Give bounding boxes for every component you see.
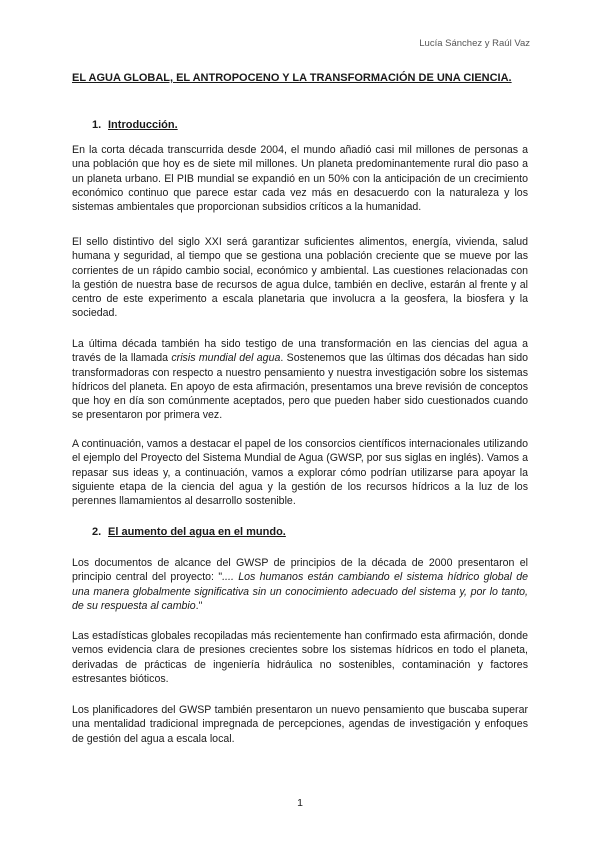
paragraph: En la corta década transcurrida desde 2004, el mundo añadió casi mil millones de personas a una población que hoy es de siete mil millones. Un planeta predominantemente rural dio paso a un planeta urbano. El PIB mundial se expandió en un 50% con la anticipación de un crecimiento económico continuo que parece estar cada vez más en desacuerdo con la naturaleza y los sistemas ambientales que proporcionan subsidios críticos a la humanidad.	[72, 144, 528, 214]
section-number: 1.	[92, 119, 102, 131]
paragraph: Los planificadores del GWSP también presentaron un nuevo pensamiento que buscaba superar una mentalidad tradicional impregnada de percepciones, agendas de investigación y enfoques de gestión del agua a escala local.	[72, 704, 528, 745]
page-number: 1	[297, 797, 303, 809]
paragraph-text: ."	[195, 599, 203, 612]
italic-term: crisis mundial del agua	[171, 352, 281, 365]
header-author: Lucía Sánchez y Raúl Vaz	[419, 38, 530, 49]
paragraph	[72, 337, 528, 423]
paragraph-text: . Sostenemos que las últimas dos décadas han sido transformadoras con respecto a nuestro pensamiento y nuestra investigación sobre los sistemas hídricos del planeta. En apoyo de esta afirmación, presentamos una breve revisión de conceptos que hoy en día son comúnmente aceptados, pero que pueden haber sido cuestionados cuando se presentaron por primera vez.	[72, 352, 528, 422]
paragraph	[72, 556, 528, 613]
document-title: EL AGUA GLOBAL, EL ANTROPOCENO Y LA TRANSFORMACIÓN DE UNA CIENCIA.	[72, 72, 512, 84]
paragraph-text: Los documentos de alcance del GWSP de principios de la década de 2000 presentaron el principio central del proyecto: "	[72, 557, 528, 584]
section-title: Introducción.	[108, 119, 178, 131]
section-number: 2.	[92, 526, 102, 538]
paragraph: A continuación, vamos a destacar el papel de los consorcios científicos internacionales utilizando el ejemplo del Proyecto del Sistema Mundial de Agua (GWSP, por sus siglas en inglés). Vamos a repasar sus ideas y, a continuación, vamos a explorar cómo podrían utilizarse para apoyar la siguiente etapa de la ciencia del agua y la gestión de los recursos hídricos a la luz de los perennes llamamientos al desarrollo sostenible.	[72, 438, 528, 508]
section-heading-aumento-agua	[92, 526, 286, 538]
section-title: El aumento del agua en el mundo.	[108, 526, 286, 538]
italic-quote: .... Los humanos están cambiando el sistema hídrico global de una manera globalmente significativa sin un conocimiento adecuado del sistema y, por lo tanto, de su respuesta al cambio	[72, 571, 528, 612]
paragraph: El sello distintivo del siglo XXI será garantizar suficientes alimentos, energía, vivienda, salud humana y seguridad, al tiempo que se gestiona una población creciente que se mueve por las corrientes de un rápido cambio social, económico y ambiental. Las cuestiones relacionadas con la gestión de nuestra base de recursos de agua dulce, también en declive, estarán al frente y al centro de este experimento a escala planetaria que involucra a la geosfera, la biosfera y la sociedad.	[72, 236, 528, 320]
section-heading-introduccion	[92, 119, 178, 131]
paragraph: Las estadísticas globales recopiladas más recientemente han confirmado esta afirmación, donde vemos evidencia clara de presiones crecientes sobre los sistemas hídricos en todo el planeta, derivadas de prácticas de ingeniería hidráulica no sostenibles, contaminación y factores estresantes bióticos.	[72, 630, 528, 685]
paragraph-text: La última década también ha sido testigo de una transformación en las ciencias del agua a través de la llamada	[72, 338, 528, 365]
